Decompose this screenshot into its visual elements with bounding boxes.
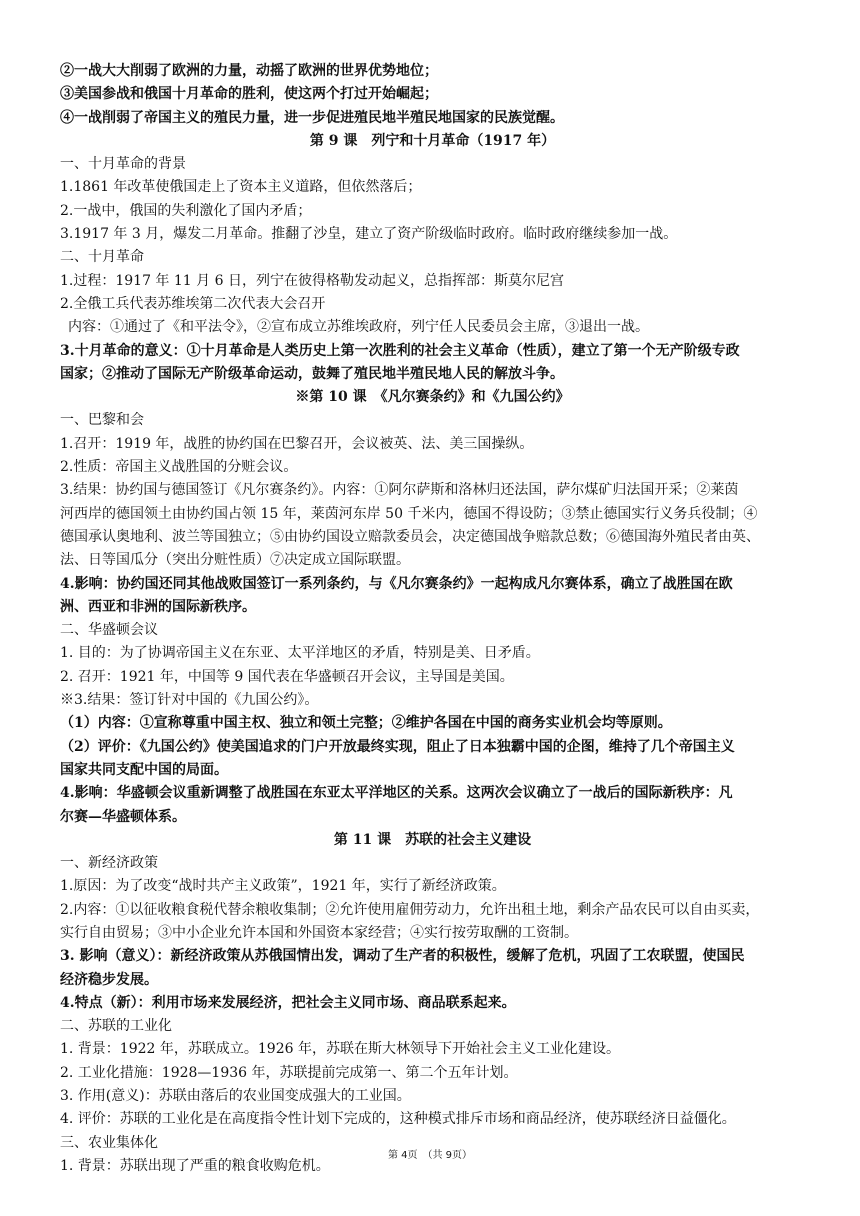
text-line: 2.全俄工兵代表苏维埃第二次代表大会召开 bbox=[60, 295, 326, 312]
text-line: （1）内容：①宣称尊重中国主权、独立和领土完整；②维护各国在中国的商务实业机会均等原则。 bbox=[60, 715, 672, 732]
text-line: 2. 召开：1921 年，中国等 9 国代表在华盛顿召开会议，主导国是美国。 bbox=[60, 668, 514, 685]
section-heading: 一、十月革命的背景 bbox=[60, 156, 186, 173]
text-line: 4.特点（新）：利用市场来发展经济，把社会主义同市场、商品联系起来。 bbox=[60, 994, 516, 1011]
text-line: 3.结果：协约国与德国签订《凡尔赛条约》。内容：①阿尔萨斯和洛林归还法国，萨尔煤矿归法国开采；②莱茵 bbox=[60, 482, 739, 499]
document-body bbox=[60, 60, 805, 1178]
text-line: ②一战大大削弱了欧洲的力量，动摇了欧洲的世界优势地位； bbox=[60, 63, 438, 79]
text-line: 洲、西亚和非洲的国际新秩序。 bbox=[60, 598, 256, 615]
text-line: 实行自由贸易；③中小企业允许本国和外国资本家经营；④实行按劳取酬的工资制。 bbox=[60, 924, 578, 941]
text-line: ④一战削弱了帝国主义的殖民力量，进一步促进殖民地半殖民地国家的民族觉醒。 bbox=[60, 109, 564, 126]
text-line: 法、日等国瓜分（突出分赃性质）⑦决定成立国际联盟。 bbox=[60, 552, 410, 569]
text-line: 经济稳步发展。 bbox=[60, 971, 158, 988]
text-line: 2.性质：帝国主义战胜国的分赃会议。 bbox=[60, 459, 298, 476]
text-line: ※3.结果：签订针对中国的《九国公约》。 bbox=[60, 692, 319, 709]
lesson-title: 第 9 课 列宁和十月革命（1917 年） bbox=[309, 132, 556, 149]
text-line: 1. 目的：为了协调帝国主义在东亚、太平洋地区的矛盾，特别是美、日矛盾。 bbox=[60, 645, 540, 662]
text-line: 4. 评价：苏联的工业化是在高度指令性计划下完成的，这种模式排斥市场和商品经济，使苏联经济日益僵化。 bbox=[60, 1111, 736, 1128]
text-line: 3. 影响（意义）：新经济政策从苏俄国情出发，调动了生产者的积极性，缓解了危机，巩固了工农联盟，使国民 bbox=[60, 948, 745, 965]
section-heading: 三、农业集体化 bbox=[60, 1134, 158, 1151]
section-heading: 二、十月革命 bbox=[60, 249, 144, 266]
section-heading: 一、新经济政策 bbox=[60, 855, 158, 872]
text-line: 国家共同支配中国的局面。 bbox=[60, 761, 228, 778]
section-heading: 二、华盛顿会议 bbox=[60, 622, 158, 639]
section-heading: 一、巴黎和会 bbox=[60, 412, 144, 429]
text-line: 4.影响：华盛顿会议重新调整了战胜国在东亚太平洋地区的关系。这两次会议确立了一战后的国际新秩序：凡 bbox=[60, 785, 733, 802]
text-line: 3.十月革命的意义：①十月革命是人类历史上第一次胜利的社会主义革命（性质），建立了第一个无产阶级专政 bbox=[60, 342, 740, 359]
text-line: 3. 作用(意义)：苏联由落后的农业国变成强大的工业国。 bbox=[60, 1088, 411, 1105]
text-line: 内容：①通过了《和平法令》，②宣布成立苏维埃政府，列宁任人民委员会主席，③退出一战。 bbox=[68, 319, 649, 336]
text-line: 2. 工业化措施：1928—1936 年，苏联提前完成第一、第二个五年计划。 bbox=[60, 1064, 518, 1081]
text-line: 1.过程：1917 年 11 月 6 日，列宁在彼得格勒发动起义，总指挥部：斯莫尔尼宫 bbox=[60, 272, 564, 289]
text-line: 1. 背景：苏联出现了严重的粮食收购危机。 bbox=[60, 1157, 330, 1174]
page-footer: 第 4页 （共 9页） bbox=[387, 1150, 473, 1161]
text-line: 河西岸的德国领土由协约国占领 15 年，莱茵河东岸 50 千米内，德国不得设防；③禁止德国实行义务兵役制；④ bbox=[60, 505, 758, 522]
text-line: 3.1917 年 3 月，爆发二月革命。推翻了沙皇，建立了资产阶级临时政府。临时政府继续参加一战。 bbox=[60, 226, 678, 243]
text-line: （2）评价：《九国公约》使美国追求的门户开放最终实现，阻止了日本独霸中国的企图，维持了几个帝国主义 bbox=[60, 738, 735, 755]
lesson-title: ※第 10 课 《凡尔赛条约》和《九国公约》 bbox=[295, 389, 570, 406]
text-line: 2.一战中，俄国的失利激化了国内矛盾； bbox=[60, 202, 312, 219]
section-heading: 二、苏联的工业化 bbox=[60, 1018, 172, 1035]
text-line: 国家；②推动了国际无产阶级革命运动，鼓舞了殖民地半殖民地人民的解放斗争。 bbox=[60, 365, 564, 382]
text-line: 1.1861 年改革使俄国走上了资本主义道路，但依然落后； bbox=[60, 179, 422, 196]
text-line: 1. 背景：1922 年，苏联成立。1926 年，苏联在斯大林领导下开始社会主义工业化建设。 bbox=[60, 1041, 620, 1058]
text-line: 德国承认奥地利、波兰等国独立；⑤由协约国设立赔款委员会，决定德国战争赔款总数；⑥德国海外殖民者由英、 bbox=[60, 528, 760, 545]
text-line: 4.影响：协约国还同其他战败国签订一系列条约，与《凡尔赛条约》一起构成凡尔赛体系，确立了战胜国在欧 bbox=[60, 575, 733, 592]
lesson-title: 第 11 课 苏联的社会主义建设 bbox=[333, 831, 532, 848]
text-line: 2.内容：①以征收粮食税代替余粮收集制；②允许使用雇佣劳动力，允许出租土地，剩余产品农民可以自由买卖， bbox=[60, 901, 760, 918]
text-line: ③美国参战和俄国十月革命的胜利，使这两个打过开始崛起； bbox=[60, 86, 438, 103]
text-line: 1.召开：1919 年，战胜的协约国在巴黎召开，会议被英、法、美三国操纵。 bbox=[60, 435, 534, 452]
text-line: 1.原因：为了改变“战时共产主义政策”，1921 年，实行了新经济政策。 bbox=[60, 878, 506, 895]
text-line: 尔赛—华盛顿体系。 bbox=[60, 808, 186, 825]
